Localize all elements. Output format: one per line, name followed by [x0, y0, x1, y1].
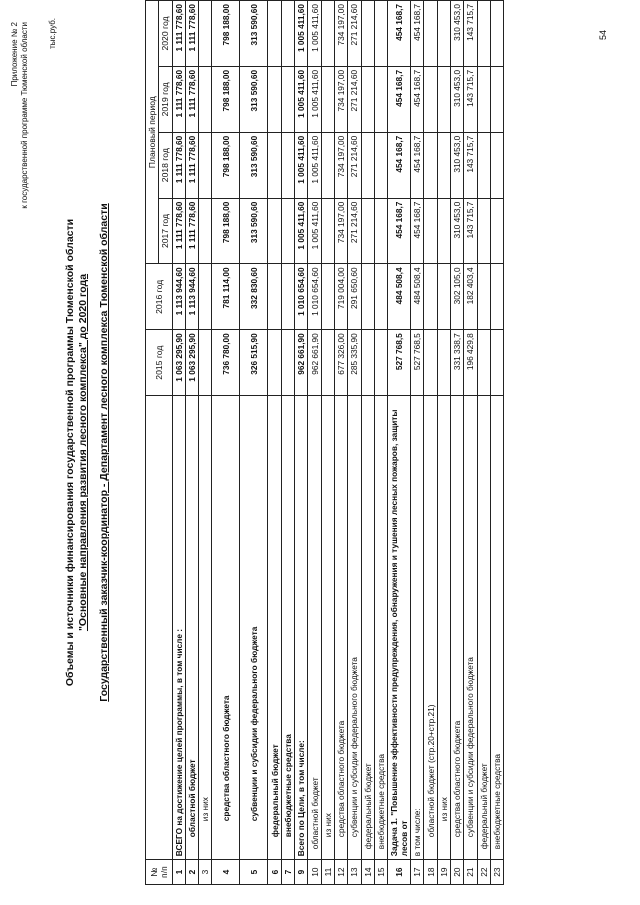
value-cell — [268, 198, 281, 264]
page-number: 54 — [598, 30, 608, 41]
year-header-2016: 2016 год — [146, 264, 173, 330]
table-row — [334, 1, 347, 885]
row-number: 12 — [334, 860, 347, 885]
value-cell: 143 715,7 — [464, 66, 477, 132]
value-cell — [321, 132, 334, 198]
row-label: субвенции и субсидии федерального бюджета — [240, 396, 268, 860]
value-cell — [477, 198, 490, 264]
row-label: федеральный бюджет — [268, 396, 281, 860]
year-header-2017: 2017 год — [159, 198, 172, 264]
value-cell — [424, 1, 437, 67]
value-cell — [281, 132, 294, 198]
value-cell — [199, 132, 212, 198]
value-cell: 1 005 411,60 — [295, 198, 308, 264]
table-row — [268, 1, 281, 885]
table-row — [240, 1, 268, 885]
value-cell: 182 403,4 — [464, 264, 477, 330]
value-cell — [490, 330, 503, 396]
value-cell: 454 168,7 — [388, 66, 411, 132]
value-cell: 962 661,90 — [295, 330, 308, 396]
row-number: 2 — [185, 860, 198, 885]
value-cell: 313 590,60 — [240, 198, 268, 264]
value-cell: 1 111 778,60 — [172, 198, 185, 264]
value-cell — [374, 264, 387, 330]
value-cell: 527 768,5 — [388, 330, 411, 396]
row-label: областной бюджет — [308, 396, 321, 860]
value-cell — [374, 132, 387, 198]
value-cell — [477, 330, 490, 396]
value-cell — [321, 66, 334, 132]
row-label: федеральный бюджет — [361, 396, 374, 860]
value-cell: 310 453,0 — [451, 132, 464, 198]
value-cell: 1 005 411,60 — [295, 1, 308, 67]
value-cell — [361, 132, 374, 198]
value-cell: 719 004,00 — [334, 264, 347, 330]
value-cell — [437, 330, 450, 396]
row-number: 6 — [268, 860, 281, 885]
row-label: областной бюджет (стр.20+стр.21) — [424, 396, 437, 860]
table-row — [464, 1, 477, 885]
value-cell: 734 197,00 — [334, 66, 347, 132]
table-row — [477, 1, 490, 885]
row-label: из них — [437, 396, 450, 860]
value-cell — [490, 264, 503, 330]
value-cell: 271 214,60 — [348, 198, 361, 264]
table-row — [388, 1, 411, 885]
value-cell: 1 111 778,60 — [172, 66, 185, 132]
row-label: средства областного бюджета — [212, 396, 240, 860]
planned-period-header: Плановый период — [146, 1, 159, 264]
value-cell: 1 063 295,90 — [172, 330, 185, 396]
value-cell — [477, 1, 490, 67]
value-cell: 798 188,00 — [212, 1, 240, 67]
table-row — [361, 1, 374, 885]
value-cell: 1 111 778,60 — [172, 132, 185, 198]
row-number: 11 — [321, 860, 334, 885]
value-cell: 454 168,7 — [411, 132, 424, 198]
value-cell: 454 168,7 — [388, 1, 411, 67]
value-cell: 527 768,5 — [411, 330, 424, 396]
row-number: 19 — [437, 860, 450, 885]
value-cell — [199, 330, 212, 396]
value-cell: 1 005 411,60 — [295, 132, 308, 198]
value-cell: 302 105,0 — [451, 264, 464, 330]
title-line-1: Объемы и источники финансирования государственной программы Тюменской области — [64, 218, 76, 687]
value-cell: 798 188,00 — [212, 198, 240, 264]
value-cell — [199, 198, 212, 264]
table-row — [185, 1, 198, 885]
row-label: средства областного бюджета — [451, 396, 464, 860]
value-cell: 271 214,60 — [348, 66, 361, 132]
value-cell — [490, 198, 503, 264]
value-cell: 454 168,7 — [388, 198, 411, 264]
value-cell: 1 111 778,60 — [185, 66, 198, 132]
value-cell: 1 111 778,60 — [185, 1, 198, 67]
row-label: в том числе: — [411, 396, 424, 860]
row-number: 5 — [240, 860, 268, 885]
table-row — [295, 1, 308, 885]
value-cell: 196 429,8 — [464, 330, 477, 396]
value-cell: 962 661,90 — [308, 330, 321, 396]
value-cell — [490, 1, 503, 67]
value-cell — [199, 264, 212, 330]
units-label: тыс.руб. — [48, 18, 57, 49]
value-cell — [424, 66, 437, 132]
table-row — [281, 1, 294, 885]
value-cell: 734 197,00 — [334, 132, 347, 198]
value-cell: 484 508,4 — [411, 264, 424, 330]
value-cell: 1 111 778,60 — [185, 198, 198, 264]
value-cell — [424, 330, 437, 396]
value-cell — [361, 264, 374, 330]
value-cell — [281, 264, 294, 330]
value-cell — [374, 1, 387, 67]
row-label: из них — [321, 396, 334, 860]
row-number: 20 — [451, 860, 464, 885]
value-cell — [361, 198, 374, 264]
row-label: внебюджетные средства — [374, 396, 387, 860]
value-cell — [281, 330, 294, 396]
value-cell: 271 214,60 — [348, 1, 361, 67]
value-cell: 1 010 654,60 — [295, 264, 308, 330]
value-cell: 331 338,7 — [451, 330, 464, 396]
value-cell: 143 715,7 — [464, 1, 477, 67]
value-cell — [437, 66, 450, 132]
value-cell: 310 453,0 — [451, 1, 464, 67]
value-cell: 1 113 944,60 — [172, 264, 185, 330]
row-number: 14 — [361, 860, 374, 885]
value-cell — [424, 264, 437, 330]
value-cell — [437, 1, 450, 67]
row-label: субвенции и субсидии федерального бюджета — [464, 396, 477, 860]
value-cell: 1 005 411,60 — [295, 66, 308, 132]
value-cell — [424, 198, 437, 264]
value-cell — [477, 66, 490, 132]
value-cell: 310 453,0 — [451, 66, 464, 132]
value-cell: 326 515,90 — [240, 330, 268, 396]
value-cell — [437, 132, 450, 198]
value-cell: 271 214,60 — [348, 132, 361, 198]
value-cell — [268, 264, 281, 330]
value-cell — [268, 330, 281, 396]
table-row — [348, 1, 361, 885]
value-cell: 798 188,00 — [212, 132, 240, 198]
value-cell: 1 111 778,60 — [172, 1, 185, 67]
value-cell — [321, 330, 334, 396]
table-row — [451, 1, 464, 885]
row-number: 10 — [308, 860, 321, 885]
value-cell: 1 010 654,60 — [308, 264, 321, 330]
value-cell: 454 168,7 — [411, 66, 424, 132]
row-number: 23 — [490, 860, 503, 885]
value-cell — [374, 66, 387, 132]
value-cell: 734 197,00 — [334, 1, 347, 67]
value-cell — [321, 198, 334, 264]
value-cell — [268, 1, 281, 67]
value-cell — [361, 330, 374, 396]
value-cell: 1 005 411,60 — [308, 66, 321, 132]
row-number: 9 — [295, 860, 308, 885]
value-cell — [437, 198, 450, 264]
col-name-header — [146, 396, 173, 860]
value-cell — [477, 132, 490, 198]
row-label: областной бюджет — [185, 396, 198, 860]
table-body — [172, 1, 504, 885]
row-label: средства областного бюджета — [334, 396, 347, 860]
row-number: 4 — [212, 860, 240, 885]
value-cell: 798 188,00 — [212, 66, 240, 132]
year-header-2020: 2020 год — [159, 1, 172, 67]
table-row — [490, 1, 503, 885]
row-label: внебюджетные средства — [490, 396, 503, 860]
year-header-2015: 2015 год — [146, 330, 173, 396]
value-cell — [477, 264, 490, 330]
value-cell: 310 453,0 — [451, 198, 464, 264]
value-cell: 313 590,60 — [240, 1, 268, 67]
row-label: ВСЕГО на достижение целей программы, в том числе : — [172, 396, 185, 860]
document-subtitle: Государственный заказчик-координатор - Департамент лесного комплекса Тюменской области — [98, 203, 110, 702]
year-header-2019: 2019 год — [159, 66, 172, 132]
value-cell — [199, 66, 212, 132]
value-cell — [321, 264, 334, 330]
table-row — [308, 1, 321, 885]
value-cell: 1 113 944,60 — [185, 264, 198, 330]
value-cell — [424, 132, 437, 198]
value-cell: 1 005 411,60 — [308, 1, 321, 67]
appendix-label: Приложение № 2 — [10, 22, 19, 87]
value-cell: 734 197,00 — [334, 198, 347, 264]
col-number-header: № п/п — [146, 860, 173, 885]
row-label: из них — [199, 396, 212, 860]
value-cell: 285 335,90 — [348, 330, 361, 396]
title-line-2: "Основные направления развития лесного комплекса" до 2020 года — [77, 273, 89, 632]
row-number: 13 — [348, 860, 361, 885]
row-label: субвенции и субсидии федерального бюджета — [348, 396, 361, 860]
row-number: 21 — [464, 860, 477, 885]
value-cell — [268, 132, 281, 198]
value-cell — [281, 1, 294, 67]
row-number: 1 — [172, 860, 185, 885]
value-cell: 1 111 778,60 — [185, 132, 198, 198]
value-cell: 143 715,7 — [464, 132, 477, 198]
value-cell — [490, 66, 503, 132]
value-cell: 1 063 295,90 — [185, 330, 198, 396]
table-row — [321, 1, 334, 885]
value-cell: 1 005 411,60 — [308, 132, 321, 198]
table-row — [172, 1, 185, 885]
row-label: федеральный бюджет — [477, 396, 490, 860]
value-cell: 332 830,60 — [240, 264, 268, 330]
value-cell — [437, 264, 450, 330]
value-cell — [374, 198, 387, 264]
row-label: внебюджетные средства — [281, 396, 294, 860]
row-number: 7 — [281, 860, 294, 885]
value-cell: 1 005 411,60 — [308, 198, 321, 264]
value-cell — [199, 1, 212, 67]
row-number: 16 — [388, 860, 411, 885]
value-cell: 313 590,60 — [240, 132, 268, 198]
value-cell: 143 715,7 — [464, 198, 477, 264]
table-row — [374, 1, 387, 885]
value-cell: 291 650,60 — [348, 264, 361, 330]
value-cell: 677 326,00 — [334, 330, 347, 396]
financing-table — [145, 0, 504, 885]
value-cell — [281, 66, 294, 132]
document-title — [64, 0, 90, 905]
appendix-subtitle: к государственной программе Тюменской области — [20, 22, 29, 209]
table-row — [424, 1, 437, 885]
row-number: 15 — [374, 860, 387, 885]
value-cell: 781 114,00 — [212, 264, 240, 330]
table-row — [437, 1, 450, 885]
value-cell: 454 168,7 — [411, 198, 424, 264]
row-number: 17 — [411, 860, 424, 885]
value-cell — [374, 330, 387, 396]
row-label: Задача 1. "Повышение эффективности предупреждения, обнаружения и тушения лесных пожаров, защиты лесов от — [388, 396, 411, 860]
value-cell — [361, 66, 374, 132]
value-cell: 313 590,60 — [240, 66, 268, 132]
table-row — [199, 1, 212, 885]
value-cell: 484 508,4 — [388, 264, 411, 330]
year-header-2018: 2018 год — [159, 132, 172, 198]
row-number: 22 — [477, 860, 490, 885]
value-cell: 454 168,7 — [411, 1, 424, 67]
table-row — [212, 1, 240, 885]
value-cell — [490, 132, 503, 198]
value-cell: 736 780,00 — [212, 330, 240, 396]
row-label: Всего по Цели, в том числе: — [295, 396, 308, 860]
value-cell — [361, 1, 374, 67]
row-number: 3 — [199, 860, 212, 885]
value-cell: 454 168,7 — [388, 132, 411, 198]
value-cell — [268, 66, 281, 132]
row-number: 18 — [424, 860, 437, 885]
value-cell — [281, 198, 294, 264]
value-cell — [321, 1, 334, 67]
table-row — [411, 1, 424, 885]
